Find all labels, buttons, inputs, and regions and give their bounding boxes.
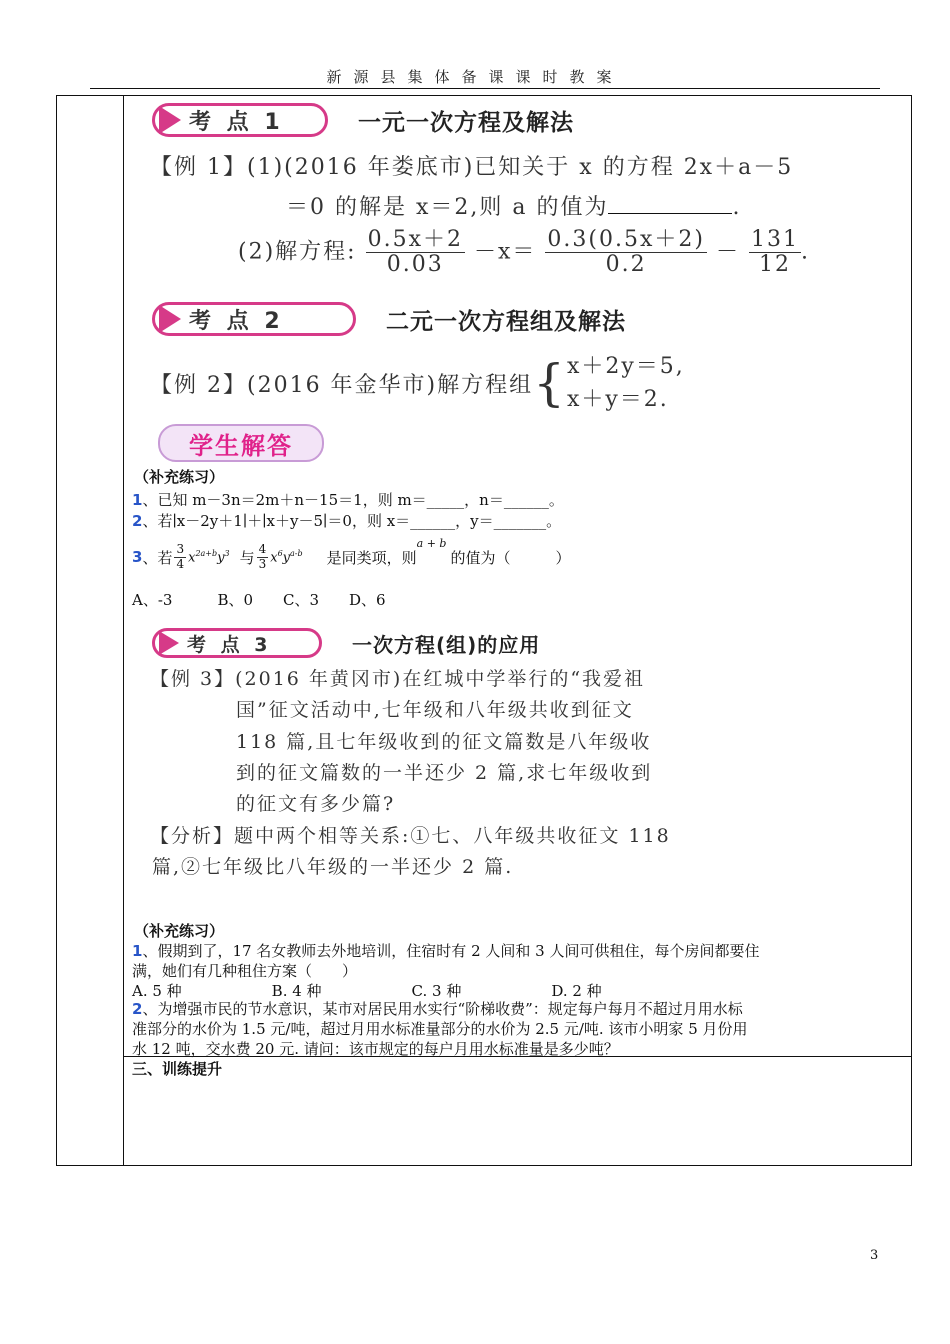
kaodian-2-pill xyxy=(152,302,356,336)
brace-icon: { xyxy=(533,354,567,412)
supplement-2-q1-line-1 xyxy=(132,940,759,961)
q3-fraction-1-denominator: 4 xyxy=(176,556,185,571)
student-answer-badge: 学生解答 xyxy=(158,424,324,462)
fraction-2-denominator: 0.2 xyxy=(605,252,647,278)
example-3-line-4: 到的征文篇数的一半还少 2 篇,求七年级收到 xyxy=(236,762,653,784)
q3-term-1-y-exponent: 3 xyxy=(224,548,230,558)
q3-term-2-x-exponent: 6 xyxy=(277,548,283,558)
fraction-1-numerator: 0.5x＋2 xyxy=(367,227,463,252)
example-1-equation xyxy=(238,228,810,277)
fraction-3 xyxy=(749,228,801,277)
example-3-line-2: 国”征文活动中,七年级和八年级共收到征文 xyxy=(236,699,634,721)
example-1-line-2 xyxy=(286,190,741,221)
q1-text: 、已知 m－3n＝2m＋n－15＝1，则 m＝_____，n＝______。 xyxy=(142,491,564,509)
play-triangle-icon xyxy=(159,106,181,134)
q3-term-2 xyxy=(270,549,302,565)
supplement-1-title: （补充练习） xyxy=(134,468,225,486)
example-2-prefix: 【例 2】(2016 年金华市)解方程组 xyxy=(150,372,534,398)
example-1-line-1: 【例 1】(1)(2016 年娄底市)已知关于 x 的方程 2x＋a－5 xyxy=(150,155,794,180)
example-3-line-3: 118 篇,且七年级收到的征文篇数是八年级收 xyxy=(236,731,652,753)
fraction-2-numerator: 0.3(0.5x＋2) xyxy=(547,227,705,252)
fraction-2 xyxy=(545,228,707,277)
supplement-1-q1 xyxy=(132,489,564,510)
play-triangle-icon xyxy=(159,305,181,333)
q1-number: 1 xyxy=(132,491,143,509)
q3-term-1-y: y xyxy=(217,550,225,566)
column-divider xyxy=(123,96,124,1165)
s2-q2-text: 、为增强市民的节水意识，某市对居民用水实行“阶梯收费”：规定每户每月不超过月用水标 xyxy=(142,1000,743,1018)
minus-x-equals: －x＝ xyxy=(473,239,537,265)
page-header: 新源县集体备课课时教案 xyxy=(326,68,624,86)
kaodian-3-heading xyxy=(152,628,540,658)
q3-fraction-2-denominator: 3 xyxy=(258,556,267,571)
page-number: 3 xyxy=(870,1248,879,1263)
supplement-2-q2-line-1 xyxy=(132,998,743,1019)
kaodian-1-heading xyxy=(152,103,574,137)
supplement-2-q1-line-2: 满，她们有几种租住方案（ ） xyxy=(132,962,358,980)
q3-text-c: 是同类项，则 xyxy=(326,548,417,567)
q2-text: 、若∣x－2y＋1∣＋∣x＋y－5∣＝0，则 x＝______，y＝_______。 xyxy=(142,512,562,530)
supplement-2-title: （补充练习） xyxy=(134,922,225,940)
q3-fraction-1-numerator: 3 xyxy=(176,542,185,557)
minus-sign: － xyxy=(715,239,740,265)
q3-exponent-expr: a + b xyxy=(416,536,447,550)
header-rule xyxy=(90,88,880,89)
supplement-2-q2-line-3: 水 12 吨，交水费 20 元. 请问：该市规定的每户月用水标准量是多少吨？ xyxy=(132,1040,619,1058)
supplement-1-q3-options: A、-3 B、0 C、3 D、6 xyxy=(132,591,386,609)
q3-term-2-y-exponent: a-b xyxy=(290,548,303,558)
example-3-line-1: 【例 3】(2016 年黄冈市)在红城中学举行的“我爱祖 xyxy=(150,668,646,690)
fraction-3-denominator: 12 xyxy=(758,252,791,278)
supplement-1-q2 xyxy=(132,510,561,531)
q3-fraction-2-numerator: 4 xyxy=(258,542,267,557)
kaodian-2-title: 二元一次方程组及解法 xyxy=(386,308,626,335)
example-1-part2-prefix: (2)解方程: xyxy=(238,239,357,265)
example-3-analysis-1: 【分析】题中两个相等关系:①七、八年级共收征文 118 xyxy=(150,825,671,847)
kaodian-3-title: 一次方程(组)的应用 xyxy=(352,632,541,657)
example-1-line-2-text: ＝0 的解是 x＝2,则 a 的值为 xyxy=(286,195,609,220)
q3-text-a: 、若 xyxy=(142,548,173,567)
supplement-1-q3 xyxy=(132,532,570,582)
equation-end: . xyxy=(800,239,810,265)
q3-text-b: 与 xyxy=(239,548,255,567)
equation-system xyxy=(567,350,685,416)
kaodian-3-label: 考 点 3 xyxy=(187,633,272,656)
q3-fraction-2 xyxy=(257,543,269,570)
example-3-analysis-2: 篇,②七年级比八年级的一半还少 2 篇. xyxy=(152,856,514,878)
example-3-line-5: 的征文有多少篇? xyxy=(236,793,396,815)
supplement-2-q2-line-2: 准部分的水价为 1.5 元/吨，超过月用水标准量部分的水价为 2.5 元/吨. 该市小明家 5 月份用 xyxy=(132,1020,748,1038)
q3-number: 3 xyxy=(132,548,143,566)
q3-term-1-x-exponent: 2a+b xyxy=(195,548,218,558)
kaodian-1-title: 一元一次方程及解法 xyxy=(358,109,574,136)
q2-number: 2 xyxy=(132,512,143,530)
kaodian-2-heading xyxy=(152,302,626,336)
kaodian-1-pill xyxy=(152,103,328,137)
s2-q1-number: 1 xyxy=(132,942,143,960)
q3-term-2-y: y xyxy=(282,550,291,566)
s2-q1-text: 、假期到了，17 名女教师去外地培训，住宿时有 2 人间和 3 人间可供租住，每个房间都要住 xyxy=(142,942,760,960)
answer-blank xyxy=(608,213,732,214)
q3-text-d: 的值为（ ） xyxy=(450,548,571,567)
s2-q2-number: 2 xyxy=(132,1000,143,1018)
q3-term-2-x: x xyxy=(270,550,278,566)
q3-term-1 xyxy=(188,549,229,565)
q3-term-1-x: x xyxy=(188,550,196,566)
kaodian-1-label: 考 点 1 xyxy=(189,109,284,135)
kaodian-2-label: 考 点 2 xyxy=(189,308,284,334)
kaodian-3-pill xyxy=(152,628,322,658)
equation-2: x＋y＝2. xyxy=(566,387,669,412)
supplement-2-q1-options: A. 5 种 B. 4 种 C. 3 种 D. 2 种 xyxy=(132,982,602,1000)
fraction-1 xyxy=(366,228,465,277)
fraction-1-denominator: 0.03 xyxy=(386,252,444,278)
equation-1: x＋2y＝5, xyxy=(566,354,685,379)
fraction-3-numerator: 131 xyxy=(750,227,799,252)
example-1-line-2-end: . xyxy=(732,195,742,220)
q3-fraction-1 xyxy=(174,543,186,570)
example-2 xyxy=(150,350,685,416)
section-3-title: 三、训练提升 xyxy=(132,1060,223,1078)
play-triangle-icon xyxy=(159,631,179,655)
